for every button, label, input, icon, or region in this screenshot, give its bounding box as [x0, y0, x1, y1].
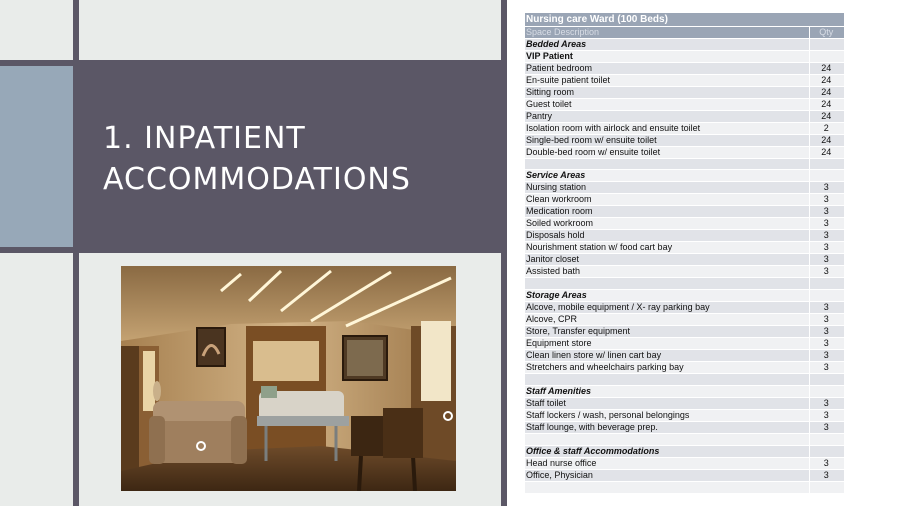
cell-description: Disposals hold: [525, 230, 809, 242]
table-title-row: [525, 13, 844, 26]
cell-qty: 24: [809, 86, 844, 98]
table-row: [525, 194, 844, 206]
cell-qty: 24: [809, 98, 844, 110]
header-qty: Qty: [809, 26, 844, 38]
divider-bottom: [0, 247, 507, 253]
cell-description: Patient bedroom: [525, 62, 809, 74]
cell-qty: 24: [809, 110, 844, 122]
cell-qty: 3: [809, 398, 844, 410]
cell-description: Isolation room with airlock and ensuite toilet: [525, 122, 809, 134]
cell-qty: 3: [809, 206, 844, 218]
cell-description: Soiled workroom: [525, 218, 809, 230]
cell-description: Office & staff Accommodations: [525, 446, 809, 458]
cell-description: Staff lounge, with beverage prep.: [525, 422, 809, 434]
space-table: [525, 13, 844, 494]
top-middle-panel: [79, 0, 501, 60]
cell-description: Head nurse office: [525, 458, 809, 470]
cell-qty: 3: [809, 242, 844, 254]
cell-qty: [809, 50, 844, 62]
cell-description: En-suite patient toilet: [525, 74, 809, 86]
cell-qty: 3: [809, 230, 844, 242]
table-row: [525, 422, 844, 434]
table-row: [525, 134, 844, 146]
cell-qty: 3: [809, 218, 844, 230]
cell-qty: 24: [809, 74, 844, 86]
cell-description: Storage Areas: [525, 290, 809, 302]
room-photo: [121, 266, 456, 491]
section-row: [525, 38, 844, 50]
cell-description: Staff toilet: [525, 398, 809, 410]
cell-qty: [809, 434, 844, 446]
cell-qty: 3: [809, 266, 844, 278]
cell-qty: 3: [809, 422, 844, 434]
table-row: [525, 122, 844, 134]
cell-description: Nursing station: [525, 182, 809, 194]
bottom-left-panel: [0, 253, 73, 506]
title-box: [79, 66, 501, 247]
table-row: [525, 458, 844, 470]
cell-qty: 3: [809, 350, 844, 362]
slide-title: 1. INPATIENT ACCOMMODATIONS: [103, 121, 411, 197]
cell-description: Double-bed room w/ ensuite toilet: [525, 146, 809, 158]
cell-description: Guest toilet: [525, 98, 809, 110]
cell-qty: 24: [809, 134, 844, 146]
table-row: [525, 74, 844, 86]
table-row: [525, 266, 844, 278]
cell-qty: 3: [809, 326, 844, 338]
cell-description: Clean linen store w/ linen cart bay: [525, 350, 809, 362]
cell-description: Staff Amenities: [525, 386, 809, 398]
table-row: [525, 410, 844, 422]
table-row: [525, 350, 844, 362]
cell-qty: [809, 374, 844, 386]
cell-description: Bedded Areas: [525, 38, 809, 50]
cell-qty: 3: [809, 362, 844, 374]
cell-qty: [809, 158, 844, 170]
spacer-row: [525, 158, 844, 170]
table-row: [525, 302, 844, 314]
cell-qty: [809, 170, 844, 182]
table-row: [525, 182, 844, 194]
cell-description: Alcove, CPR: [525, 314, 809, 326]
cell-qty: 3: [809, 194, 844, 206]
cell-description: Store, Transfer equipment: [525, 326, 809, 338]
table-row: [525, 206, 844, 218]
cell-description: [525, 434, 809, 446]
cell-qty: 3: [809, 338, 844, 350]
table-row: [525, 338, 844, 350]
table-row: [525, 230, 844, 242]
divider-right: [501, 0, 507, 506]
cell-description: VIP Patient: [525, 50, 809, 62]
table-row: [525, 50, 844, 62]
cell-qty: 3: [809, 410, 844, 422]
cell-qty: 24: [809, 62, 844, 74]
cell-qty: [809, 386, 844, 398]
cell-description: Staff lockers / wash, personal belongings: [525, 410, 809, 422]
cell-description: Nourishment station w/ food cart bay: [525, 242, 809, 254]
table-row: [525, 362, 844, 374]
table-title: Nursing care Ward (100 Beds): [525, 13, 844, 26]
section-row: [525, 446, 844, 458]
cell-description: Office, Physician: [525, 470, 809, 482]
cell-description: [525, 278, 809, 290]
table-row: [525, 326, 844, 338]
cell-qty: 24: [809, 146, 844, 158]
table-header-row: [525, 26, 844, 38]
spacer-row: [525, 374, 844, 386]
cell-qty: 3: [809, 458, 844, 470]
cell-qty: 3: [809, 314, 844, 326]
spacer-row: [525, 434, 844, 446]
table-row: [525, 242, 844, 254]
cell-qty: [809, 38, 844, 50]
spacer-row: [525, 482, 844, 494]
header-description: Space Description: [525, 26, 809, 38]
spacer-row: [525, 278, 844, 290]
table-row: [525, 98, 844, 110]
section-row: [525, 386, 844, 398]
cell-description: [525, 158, 809, 170]
table-row: [525, 398, 844, 410]
cell-qty: [809, 446, 844, 458]
section-row: [525, 170, 844, 182]
cell-description: Single-bed room w/ ensuite toilet: [525, 134, 809, 146]
table-row: [525, 146, 844, 158]
cell-description: Sitting room: [525, 86, 809, 98]
cell-description: [525, 482, 809, 494]
cell-qty: 2: [809, 122, 844, 134]
cell-qty: 3: [809, 302, 844, 314]
table-row: [525, 218, 844, 230]
cell-description: Service Areas: [525, 170, 809, 182]
cell-qty: [809, 290, 844, 302]
cell-description: Assisted bath: [525, 266, 809, 278]
accent-tile: [0, 66, 73, 247]
table-row: [525, 254, 844, 266]
cell-qty: 3: [809, 182, 844, 194]
table-row: [525, 86, 844, 98]
cell-description: Stretchers and wheelchairs parking bay: [525, 362, 809, 374]
cell-description: [525, 374, 809, 386]
cell-description: Medication room: [525, 206, 809, 218]
table-row: [525, 470, 844, 482]
section-row: [525, 290, 844, 302]
cell-qty: [809, 278, 844, 290]
cell-description: Janitor closet: [525, 254, 809, 266]
cell-description: Clean workroom: [525, 194, 809, 206]
top-left-panel: [0, 0, 73, 60]
table-row: [525, 62, 844, 74]
cell-qty: 3: [809, 470, 844, 482]
cell-description: Pantry: [525, 110, 809, 122]
cell-qty: [809, 482, 844, 494]
cell-qty: 3: [809, 254, 844, 266]
cell-description: Equipment store: [525, 338, 809, 350]
table-row: [525, 110, 844, 122]
table-row: [525, 314, 844, 326]
cell-description: Alcove, mobile equipment / X- ray parking bay: [525, 302, 809, 314]
